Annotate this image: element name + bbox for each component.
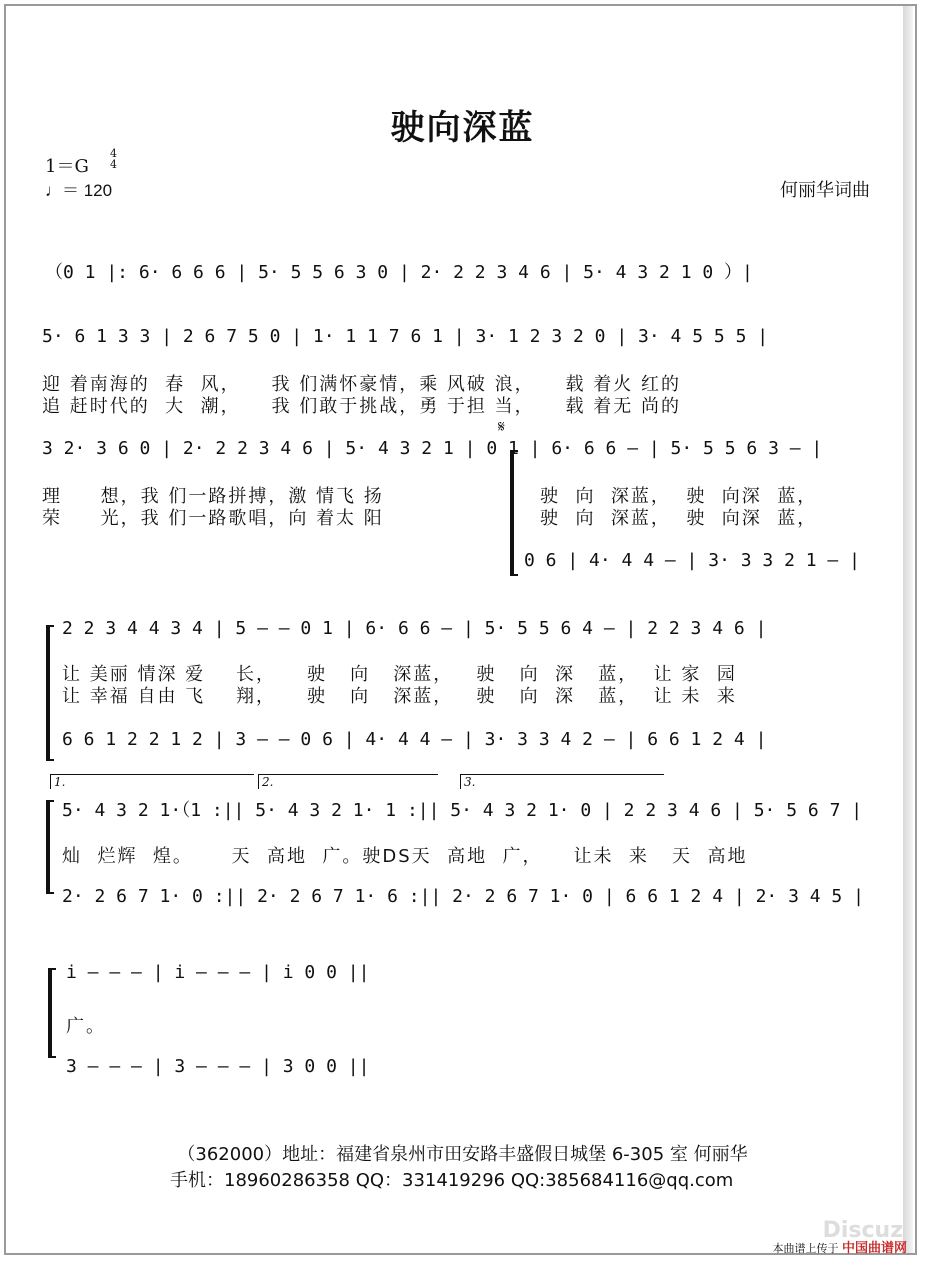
lyric-line: 荣 光，我 们一路歌唱，向 着太 阳 xyxy=(42,508,384,529)
segno-sign: 𝄋 xyxy=(498,417,505,436)
notation-line: 3 2· 3 6 0 | 2· 2 2 3 4 6 | 5· 4 3 2 1 | 0 1 | 6· 6 6 – | 5· 5 5 6 3 – | xyxy=(42,438,823,459)
notation-line: （0 1 |: 6· 6 6 6 | 5· 5 5 6 3 0 | 2· 2 2 3 4 6 | 5· 4 3 2 1 0 ）| xyxy=(45,262,753,283)
lyric-line: 追 赶时代的 大 潮， 我 们敢于挑战，勇 于担 当， 载 着无 尚的 xyxy=(42,396,681,417)
notation-line: 5· 4 3 2 1·（1 :|| 5· 4 3 2 1· 1 :|| 5· 4 3 2 1· 0 | 2 2 3 4 6 | 5· 5 6 7 | xyxy=(62,800,863,821)
system-brace xyxy=(46,625,54,761)
volta-2: 2. xyxy=(258,774,438,789)
system-brace xyxy=(46,800,54,894)
lyric-line: 驶 向 深蓝， 驶 向深 蓝， xyxy=(540,508,818,529)
time-signature-bottom: 4 xyxy=(110,158,117,171)
system-brace xyxy=(510,450,518,576)
notation-line: 6 6 1 2 2 1 2 | 3 – – 0 6 | 4· 4 4 – | 3· 3 3 4 2 – | 6 6 1 2 4 | xyxy=(62,729,767,750)
upload-prefix: 本曲谱上传于 xyxy=(772,1242,839,1255)
lyric-line: 让 幸福 自由 飞 翔， 驶 向 深蓝， 驶 向 深 蓝， 让 未 来 xyxy=(62,686,737,707)
watermark-logo: Discuz xyxy=(822,1218,903,1243)
notation-line: 2· 2 6 7 1· 0 :|| 2· 2 6 7 1· 6 :|| 2· 2 6 7 1· 0 | 6 6 1 2 4 | 2· 3 4 5 | xyxy=(62,886,864,907)
composer-credit: 何丽华词曲 xyxy=(780,180,870,201)
notation-line: 0 6 | 4· 4 4 – | 3· 3 3 2 1 – | xyxy=(524,550,860,571)
notation-line: 5· 6 1 3 3 | 2 6 7 5 0 | 1· 1 1 7 6 1 | 3· 1 2 3 2 0 | 3· 4 5 5 5 | xyxy=(42,326,769,347)
upload-credit xyxy=(772,1237,907,1256)
time-signature-top: 4 xyxy=(110,147,117,160)
volta-3: 3. xyxy=(460,774,664,789)
lyric-line: 让 美丽 情深 爱 长， 驶 向 深蓝， 驶 向 深 蓝， 让 家 园 xyxy=(62,664,737,685)
song-title: 驶向深蓝 xyxy=(390,108,535,148)
notation-line: 2 2 3 4 4 3 4 | 5 – – 0 1 | 6· 6 6 – | 5· 5 5 6 4 – | 2 2 3 4 6 | xyxy=(62,618,767,639)
notation-line: 3 – – – | 3 – – – | 3 0 0 || xyxy=(66,1056,370,1077)
notation-line: i – – – | i – – – | i 0 0 || xyxy=(66,962,370,983)
system-brace xyxy=(48,968,56,1058)
footer-address: （362000）地址：福建省泉州市田安路丰盛假日城堡 6-305 室 何丽华 xyxy=(177,1144,748,1165)
lyric-line: 灿 烂辉 煌。 天 高地 广。驶DS天 高地 广， 让未 来 天 高地 xyxy=(62,846,748,867)
lyric-line: 驶 向 深蓝， 驶 向深 蓝， xyxy=(540,486,818,507)
key-signature: 1＝G xyxy=(45,156,89,177)
volta-1: 1. xyxy=(50,774,254,789)
footer-contact: 手机：18960286358 QQ：331419296 QQ:385684116@qq.com xyxy=(170,1170,734,1191)
time-signature xyxy=(110,148,117,170)
lyric-line: 迎 着南海的 春 风， 我 们满怀豪情，乘 风破 浪， 载 着火 红的 xyxy=(42,374,681,395)
upload-site-link[interactable]: 中国曲谱网 xyxy=(841,1241,907,1256)
page-edge xyxy=(903,6,913,1253)
tempo-mark: ♩＝ 120 xyxy=(45,181,113,200)
lyric-line: 广。 xyxy=(66,1016,106,1037)
lyric-line: 理 想，我 们一路拼搏，激 情飞 扬 xyxy=(42,486,384,507)
